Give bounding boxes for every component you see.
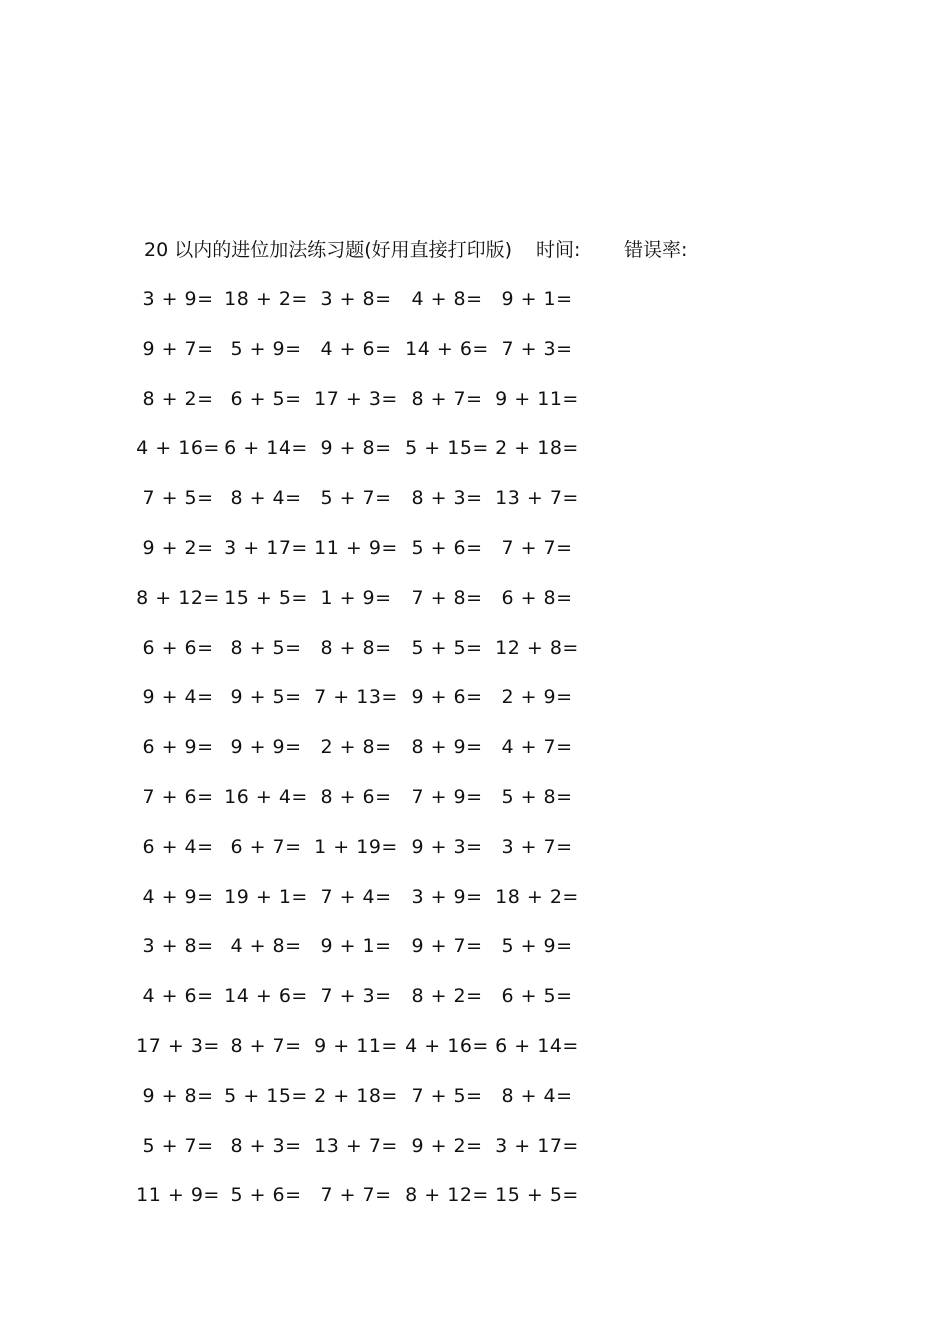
addition-problem: 9 + 8= bbox=[320, 437, 392, 459]
addition-problem: 7 + 3= bbox=[320, 985, 392, 1007]
addition-problem: 8 + 12= bbox=[136, 587, 220, 609]
error-rate-label: 错误率: bbox=[624, 239, 688, 261]
addition-problem: 7 + 7= bbox=[501, 537, 573, 559]
addition-problem: 5 + 5= bbox=[411, 637, 483, 659]
addition-problem: 3 + 17= bbox=[224, 537, 308, 559]
addition-problem: 8 + 5= bbox=[230, 637, 302, 659]
addition-problem: 11 + 9= bbox=[314, 537, 398, 559]
addition-problem: 8 + 2= bbox=[411, 985, 483, 1007]
addition-problem: 9 + 1= bbox=[501, 288, 573, 310]
addition-problem: 8 + 9= bbox=[411, 736, 483, 758]
addition-problem: 6 + 5= bbox=[501, 985, 573, 1007]
addition-problem: 5 + 8= bbox=[501, 786, 573, 808]
addition-problem: 7 + 9= bbox=[411, 786, 483, 808]
addition-problem: 7 + 8= bbox=[411, 587, 483, 609]
addition-problem: 2 + 18= bbox=[314, 1085, 398, 1107]
addition-problem: 2 + 9= bbox=[501, 686, 573, 708]
addition-problem: 7 + 13= bbox=[314, 686, 398, 708]
addition-problem: 4 + 8= bbox=[230, 935, 302, 957]
addition-problem: 8 + 8= bbox=[320, 637, 392, 659]
time-label: 时间: bbox=[536, 239, 581, 261]
addition-problem: 8 + 4= bbox=[230, 487, 302, 509]
addition-problem: 1 + 19= bbox=[314, 836, 398, 858]
addition-problem: 9 + 8= bbox=[142, 1085, 214, 1107]
addition-problem: 9 + 4= bbox=[142, 686, 214, 708]
addition-problem: 9 + 6= bbox=[411, 686, 483, 708]
addition-problem: 9 + 7= bbox=[411, 935, 483, 957]
addition-problem: 12 + 8= bbox=[495, 637, 579, 659]
problem-row bbox=[0, 384, 950, 414]
addition-problem: 15 + 5= bbox=[224, 587, 308, 609]
addition-problem: 13 + 7= bbox=[495, 487, 579, 509]
problem-row bbox=[0, 931, 950, 961]
addition-problem: 7 + 4= bbox=[320, 886, 392, 908]
addition-problem: 8 + 12= bbox=[405, 1184, 489, 1206]
problem-row bbox=[0, 882, 950, 912]
problem-row bbox=[0, 483, 950, 513]
problem-row bbox=[0, 682, 950, 712]
addition-problem: 3 + 7= bbox=[501, 836, 573, 858]
addition-problem: 6 + 9= bbox=[142, 736, 214, 758]
problem-row bbox=[0, 1131, 950, 1161]
addition-problem: 9 + 2= bbox=[411, 1135, 483, 1157]
addition-problem: 14 + 6= bbox=[224, 985, 308, 1007]
addition-problem: 9 + 2= bbox=[142, 537, 214, 559]
addition-problem: 7 + 7= bbox=[320, 1184, 392, 1206]
addition-problem: 6 + 14= bbox=[495, 1035, 579, 1057]
addition-problem: 7 + 5= bbox=[142, 487, 214, 509]
addition-problem: 4 + 16= bbox=[405, 1035, 489, 1057]
addition-problem: 4 + 6= bbox=[320, 338, 392, 360]
addition-problem: 2 + 8= bbox=[320, 736, 392, 758]
problem-row bbox=[0, 633, 950, 663]
addition-problem: 4 + 6= bbox=[142, 985, 214, 1007]
addition-problem: 5 + 9= bbox=[230, 338, 302, 360]
addition-problem: 9 + 11= bbox=[495, 388, 579, 410]
addition-problem: 8 + 6= bbox=[320, 786, 392, 808]
addition-problem: 7 + 3= bbox=[501, 338, 573, 360]
problem-row bbox=[0, 334, 950, 364]
addition-problem: 5 + 15= bbox=[224, 1085, 308, 1107]
addition-problem: 13 + 7= bbox=[314, 1135, 398, 1157]
addition-problem: 3 + 9= bbox=[142, 288, 214, 310]
addition-problem: 9 + 3= bbox=[411, 836, 483, 858]
addition-problem: 8 + 2= bbox=[142, 388, 214, 410]
addition-problem: 4 + 8= bbox=[411, 288, 483, 310]
addition-problem: 3 + 8= bbox=[320, 288, 392, 310]
addition-problem: 3 + 17= bbox=[495, 1135, 579, 1157]
addition-problem: 17 + 3= bbox=[314, 388, 398, 410]
addition-problem: 6 + 4= bbox=[142, 836, 214, 858]
addition-problem: 14 + 6= bbox=[405, 338, 489, 360]
problem-row bbox=[0, 732, 950, 762]
addition-problem: 8 + 3= bbox=[411, 487, 483, 509]
addition-problem: 5 + 9= bbox=[501, 935, 573, 957]
addition-problem: 8 + 7= bbox=[230, 1035, 302, 1057]
addition-problem: 8 + 4= bbox=[501, 1085, 573, 1107]
addition-problem: 7 + 6= bbox=[142, 786, 214, 808]
addition-problem: 4 + 7= bbox=[501, 736, 573, 758]
addition-problem: 3 + 8= bbox=[142, 935, 214, 957]
worksheet-title: 20 以内的进位加法练习题(好用直接打印版) bbox=[144, 239, 513, 261]
addition-problem: 11 + 9= bbox=[136, 1184, 220, 1206]
addition-problem: 6 + 14= bbox=[224, 437, 308, 459]
addition-problem: 3 + 9= bbox=[411, 886, 483, 908]
problem-row bbox=[0, 1081, 950, 1111]
problem-row bbox=[0, 433, 950, 463]
problem-row bbox=[0, 832, 950, 862]
addition-problem: 6 + 5= bbox=[230, 388, 302, 410]
addition-problem: 16 + 4= bbox=[224, 786, 308, 808]
addition-problem: 9 + 11= bbox=[314, 1035, 398, 1057]
addition-problem: 8 + 7= bbox=[411, 388, 483, 410]
addition-problem: 6 + 7= bbox=[230, 836, 302, 858]
addition-problem: 18 + 2= bbox=[495, 886, 579, 908]
addition-problem: 19 + 1= bbox=[224, 886, 308, 908]
problem-row bbox=[0, 284, 950, 314]
addition-problem: 5 + 15= bbox=[405, 437, 489, 459]
addition-problem: 4 + 16= bbox=[136, 437, 220, 459]
addition-problem: 6 + 8= bbox=[501, 587, 573, 609]
addition-problem: 5 + 7= bbox=[142, 1135, 214, 1157]
addition-problem: 9 + 7= bbox=[142, 338, 214, 360]
addition-problem: 8 + 3= bbox=[230, 1135, 302, 1157]
addition-problem: 17 + 3= bbox=[136, 1035, 220, 1057]
addition-problem: 9 + 5= bbox=[230, 686, 302, 708]
problem-row bbox=[0, 533, 950, 563]
addition-problem: 5 + 7= bbox=[320, 487, 392, 509]
addition-problem: 15 + 5= bbox=[495, 1184, 579, 1206]
addition-problem: 18 + 2= bbox=[224, 288, 308, 310]
problem-row bbox=[0, 1180, 950, 1210]
addition-problem: 5 + 6= bbox=[411, 537, 483, 559]
addition-problem: 4 + 9= bbox=[142, 886, 214, 908]
addition-problem: 6 + 6= bbox=[142, 637, 214, 659]
problem-row bbox=[0, 782, 950, 812]
problem-row bbox=[0, 583, 950, 613]
addition-problem: 9 + 9= bbox=[230, 736, 302, 758]
problem-row bbox=[0, 981, 950, 1011]
addition-problem: 7 + 5= bbox=[411, 1085, 483, 1107]
addition-problem: 5 + 6= bbox=[230, 1184, 302, 1206]
problem-row bbox=[0, 1031, 950, 1061]
addition-problem: 1 + 9= bbox=[320, 587, 392, 609]
addition-problem: 2 + 18= bbox=[495, 437, 579, 459]
addition-problem: 9 + 1= bbox=[320, 935, 392, 957]
